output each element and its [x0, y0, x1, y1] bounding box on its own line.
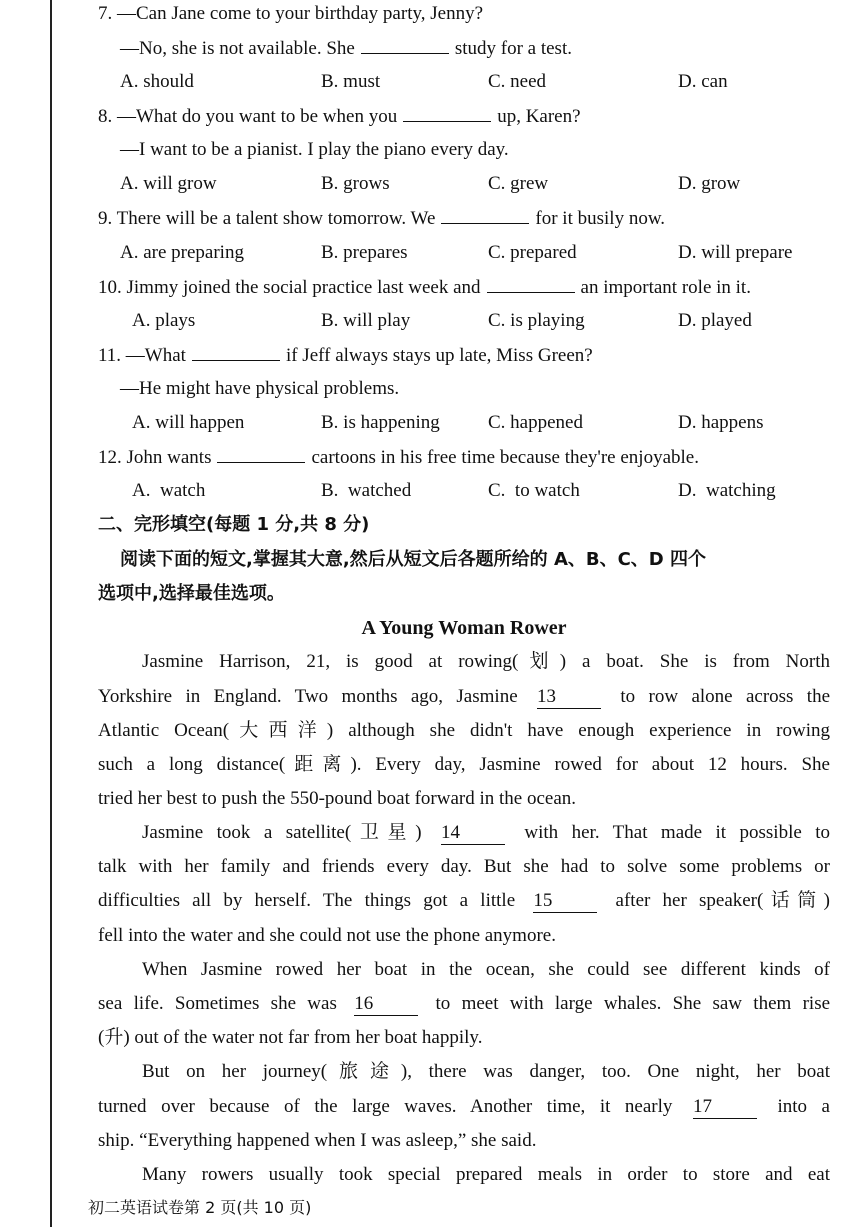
passage-title: A Young Woman Rower — [361, 617, 567, 639]
question-10-options — [98, 304, 830, 338]
question-11-options — [98, 406, 830, 440]
text: into a — [777, 1096, 830, 1117]
option-c[interactable]: C. happened — [488, 412, 583, 433]
section-title: 二、完形填空(每题 1 分,共 8 分) — [98, 514, 370, 535]
text: Yorkshire in England. Two months ago, Jasmine — [98, 686, 518, 707]
passage-line — [98, 884, 830, 918]
section-instruction-cont: 选项中,选择最佳选项。 — [98, 583, 285, 604]
text: —No, she is not available. She — [120, 38, 355, 59]
option-d[interactable]: D. happens — [678, 412, 764, 433]
passage-line: When Jasmine rowed her boat in the ocean, she could see different kinds of — [142, 959, 830, 980]
question-12-stem — [98, 440, 830, 474]
question-8-followup: —I want to be a pianist. I play the piano every day. — [120, 139, 509, 160]
passage-line — [98, 1090, 830, 1124]
text: sea life. Sometimes she was — [98, 993, 337, 1014]
passage-line: Atlantic Ocean(大西洋) although she didn't have enough experience in rowing — [98, 720, 830, 741]
option-a[interactable]: A. watch — [132, 480, 206, 501]
text: to row alone across the — [620, 686, 831, 707]
text: 10. Jimmy joined the social practice last week and — [98, 277, 481, 298]
option-b[interactable]: B. grows — [321, 173, 390, 194]
text: up, Karen? — [497, 106, 581, 127]
option-c[interactable]: C. to watch — [488, 480, 580, 501]
option-d[interactable]: D. will prepare — [678, 242, 793, 263]
option-d[interactable]: D. played — [678, 310, 752, 331]
passage-line: talk with her family and friends every day. But she had to solve some problems or — [98, 856, 830, 877]
passage-line: But on her journey(旅途), there was danger, too. One night, her boat — [142, 1061, 830, 1082]
answer-blank[interactable] — [361, 31, 449, 54]
text: turned over because of the large waves. Another time, it nearly — [98, 1096, 673, 1117]
question-9-stem — [98, 201, 830, 235]
option-a[interactable]: A. should — [120, 71, 194, 92]
option-d[interactable]: D. grow — [678, 173, 741, 194]
text: 12. John wants — [98, 447, 212, 468]
text: 9. There will be a talent show tomorrow. We — [98, 208, 436, 229]
text: with her. That made it possible to — [524, 822, 830, 843]
text: an important role in it. — [580, 277, 751, 298]
option-b[interactable]: B. watched — [321, 480, 412, 501]
option-a[interactable]: A. will happen — [132, 412, 245, 433]
passage-line: tried her best to push the 550-pound boat forward in the ocean. — [98, 788, 577, 809]
blank-17[interactable]: 17 — [693, 1096, 757, 1119]
option-c[interactable]: C. prepared — [488, 242, 577, 263]
passage-line: ship. “Everything happened when I was asleep,” she said. — [98, 1130, 537, 1151]
passage-line — [98, 680, 830, 714]
question-7-answer-line — [120, 31, 830, 65]
question-7-options — [98, 65, 830, 99]
blank-16[interactable]: 16 — [354, 993, 418, 1016]
blank-14[interactable]: 14 — [441, 822, 505, 845]
answer-blank[interactable] — [487, 270, 575, 293]
passage-line: Many rowers usually took special prepared meals in order to store and eat — [142, 1164, 830, 1185]
text: difficulties all by herself. The things got a little — [98, 890, 516, 911]
option-a[interactable]: A. are preparing — [120, 242, 244, 263]
option-c[interactable]: C. grew — [488, 173, 549, 194]
answer-blank[interactable] — [403, 99, 491, 122]
text: to meet with large whales. She saw them rise — [435, 993, 831, 1014]
question-8-options — [98, 167, 830, 201]
option-b[interactable]: B. is happening — [321, 412, 440, 433]
blank-13[interactable]: 13 — [537, 686, 601, 709]
option-a[interactable]: A. plays — [132, 310, 196, 331]
question-8-stem — [98, 99, 830, 133]
answer-blank[interactable] — [192, 338, 280, 361]
passage-line: fell into the water and she could not use the phone anymore. — [98, 925, 556, 946]
question-9-options — [98, 236, 830, 270]
text: if Jeff always stays up late, Miss Green? — [285, 345, 593, 366]
passage-line: such a long distance(距离). Every day, Jasmine rowed for about 12 hours. She — [98, 754, 830, 775]
answer-blank[interactable] — [441, 201, 529, 224]
option-d[interactable]: D. can — [678, 71, 728, 92]
text: study for a test. — [454, 38, 572, 59]
passage-line: Jasmine Harrison, 21, is good at rowing(划) a boat. She is from North — [142, 651, 830, 672]
question-11-stem — [98, 338, 830, 372]
section-instruction: 阅读下面的短文,掌握其大意,然后从短文后各题所给的 A、B、C、D 四个 — [120, 549, 707, 570]
option-c[interactable]: C. need — [488, 71, 547, 92]
option-d[interactable]: D. watching — [678, 480, 776, 501]
passage-line — [98, 987, 830, 1021]
text: 11. —What — [98, 345, 186, 366]
option-b[interactable]: B. will play — [321, 310, 411, 331]
passage-line: (升) out of the water not far from her boat happily. — [98, 1027, 483, 1048]
text: Jasmine took a satellite(卫星) — [142, 822, 422, 843]
question-7-stem: 7. —Can Jane come to your birthday party, Jenny? — [98, 3, 484, 24]
option-a[interactable]: A. will grow — [120, 173, 217, 194]
option-b[interactable]: B. must — [321, 71, 381, 92]
text: cartoons in his free time because they're enjoyable. — [311, 447, 699, 468]
question-10-stem — [98, 270, 830, 304]
blank-15[interactable]: 15 — [533, 890, 597, 913]
text: for it busily now. — [535, 208, 666, 229]
passage-line — [142, 816, 830, 850]
answer-blank[interactable] — [217, 440, 305, 463]
question-11-followup: —He might have physical problems. — [120, 378, 400, 399]
margin-rule — [50, 0, 52, 1227]
page-footer: 初二英语试卷第 2 页(共 10 页) — [88, 1198, 312, 1217]
option-c[interactable]: C. is playing — [488, 310, 585, 331]
text: 8. —What do you want to be when you — [98, 106, 398, 127]
text: after her speaker(话筒) — [615, 890, 831, 911]
option-b[interactable]: B. prepares — [321, 242, 408, 263]
question-12-options — [98, 474, 830, 508]
